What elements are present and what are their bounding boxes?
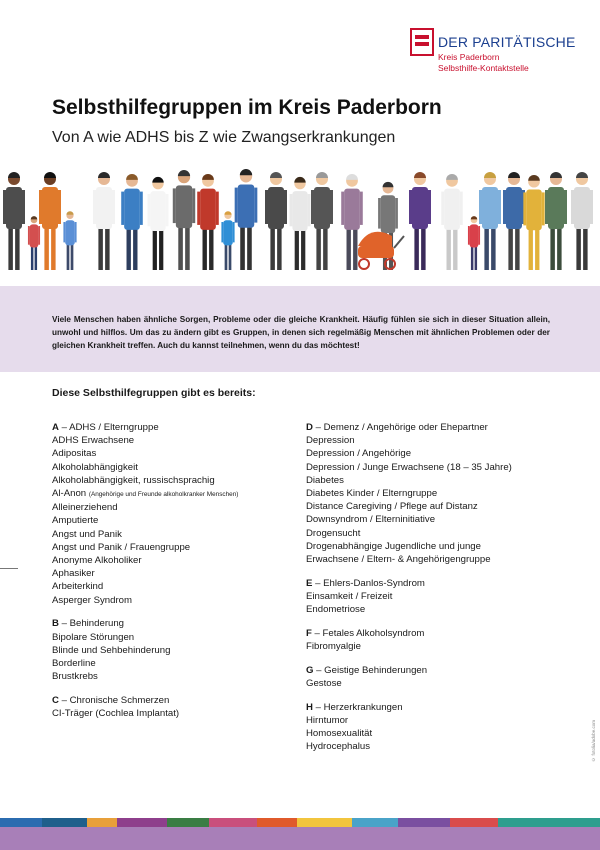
person-leg — [295, 227, 299, 270]
person-leg — [270, 225, 274, 270]
person-arm — [523, 192, 526, 225]
group-first-item: E – Ehlers-Danlos-Syndrom — [306, 577, 425, 589]
person-leg — [414, 225, 418, 270]
stripe-segment — [450, 818, 498, 827]
stripe-segment — [0, 818, 42, 827]
person-leg — [576, 225, 580, 270]
group-list-left — [52, 421, 297, 731]
group-first-item: G – Geistige Behinderungen — [306, 664, 428, 676]
page-subtitle: Von A wie ADHS bis Z wie Zwangserkrankungen — [52, 129, 396, 146]
person-torso — [292, 191, 307, 231]
person-torso — [223, 220, 233, 245]
person-torso — [96, 187, 112, 229]
person-leg — [98, 225, 102, 270]
person-leg — [447, 226, 451, 270]
person-leg — [475, 245, 477, 270]
person-leg — [225, 243, 228, 270]
person-arm — [233, 222, 235, 242]
group-first-item: A – ADHS / Elterngruppe — [52, 422, 159, 433]
person-leg — [229, 243, 232, 270]
bottom-band — [0, 827, 600, 850]
person-arm — [284, 190, 287, 224]
person-arm — [75, 222, 77, 242]
pram-wheel — [359, 259, 369, 269]
person-torso — [482, 187, 498, 229]
person-leg — [471, 245, 473, 270]
person-arm — [308, 194, 311, 226]
group-first-item: H – Herzerkrankungen — [306, 701, 403, 713]
group-list-right — [306, 421, 596, 764]
person-leg — [44, 225, 48, 270]
person-torso — [314, 187, 330, 229]
group-list-item: Drogenabhängige Jugendliche und junge — [306, 540, 481, 552]
group-list-item: Downsyndrom / Elterninitiative — [306, 514, 436, 526]
group-list-item: Gestose — [306, 677, 342, 689]
person-leg — [51, 225, 55, 270]
person-leg — [583, 225, 587, 270]
group-first-label: Demenz / Angehörige oder Ehepartner — [323, 422, 488, 433]
group-letter: F — [306, 627, 312, 639]
group-list-item: Hydrocephalus — [306, 741, 370, 753]
person-hair — [383, 182, 394, 187]
person-arm — [22, 190, 25, 224]
stripe-segment — [117, 818, 167, 827]
person-hair — [270, 172, 282, 178]
person-torso — [200, 189, 216, 230]
group-first-item: C – Chronische Schmerzen — [52, 694, 170, 706]
person-leg — [105, 225, 109, 270]
group-list-item: Diabetes — [306, 474, 344, 486]
person-hair — [178, 170, 190, 176]
person-torso — [30, 224, 39, 247]
group-first-label: ADHS / Elterngruppe — [69, 422, 159, 433]
group-first-item: F – Fetales Alkoholsyndrom — [306, 627, 425, 639]
stripe-segment — [398, 818, 450, 827]
person-arm — [39, 190, 42, 224]
person-leg — [203, 226, 207, 270]
group-list-item: Distance Caregiving / Pflege auf Distanz — [306, 501, 478, 513]
person-arm — [330, 190, 333, 224]
person-arm — [468, 226, 470, 245]
logo-mark-icon — [410, 28, 434, 56]
person-hair — [346, 174, 358, 180]
person-arm — [311, 190, 314, 224]
letter-group-a — [52, 421, 297, 607]
person-arm — [112, 190, 115, 224]
group-list-item: Fibromyalgie — [306, 641, 361, 653]
person-torso — [65, 220, 75, 245]
person-arm — [409, 190, 412, 224]
color-stripe — [0, 818, 600, 827]
alanon-note: (Angehörige und Freunde alkoholkranker Menschen) — [88, 491, 239, 499]
group-first-item: D – Demenz / Angehörige oder Ehepartner — [306, 422, 488, 433]
person-arm — [38, 226, 40, 245]
person-arm — [498, 190, 501, 224]
intro-text: Viele Menschen haben ähnliche Sorgen, Probleme oder die gleiche Krankheit. Häufig fühlen sie sich in dieser Situation allein, unwohl und hilflos. Um das zu ändern gibt es Gruppen, in denen sich regelmäßig Menschen mit ähnlichen Problemen oder der gleichen Krankheit treffen. Auch du kannst teilnehmen, wenn du das möchtest! — [52, 315, 550, 350]
stripe-segment — [498, 818, 600, 827]
person-leg — [240, 224, 245, 270]
group-letter: C — [52, 694, 59, 706]
stripe-segment — [167, 818, 209, 827]
group-list-item: Blinde und Sehbehinderung — [52, 644, 171, 656]
group-first-label: Chronische Schmerzen — [69, 694, 170, 706]
group-list-item: Amputierte — [52, 515, 99, 527]
group-list-item: Alleinerziehend — [52, 502, 118, 514]
group-list-item: Diabetes Kinder / Elterngruppe — [306, 488, 438, 500]
person-hair — [126, 174, 138, 180]
stripe-segment — [297, 818, 352, 827]
person-torso — [176, 185, 192, 228]
person-arm — [216, 192, 219, 225]
group-list-item: CI-Träger (Cochlea Implantat) — [52, 708, 180, 720]
person-hair — [8, 172, 20, 178]
group-first-label: Fetales Alkoholsyndrom — [322, 627, 425, 639]
person-arm — [166, 194, 169, 226]
group-list-item: Anonyme Alkoholiker — [52, 555, 142, 567]
group-letter: D — [306, 422, 313, 433]
person-hair — [240, 169, 252, 175]
person-arm — [441, 192, 444, 225]
person-arm — [254, 188, 257, 223]
person-arm — [28, 226, 30, 245]
person-leg — [550, 225, 554, 270]
person-arm — [140, 192, 143, 225]
group-list-item: Adipositas — [52, 448, 97, 460]
person-leg — [453, 226, 457, 270]
person-leg — [491, 225, 495, 270]
person-leg — [557, 225, 561, 270]
person-hair — [152, 177, 163, 183]
person-arm — [192, 188, 195, 223]
person-torso — [526, 189, 542, 230]
person-torso — [124, 189, 140, 230]
group-list-item: Arbeiterkind — [52, 581, 104, 593]
person-arm — [564, 190, 567, 224]
person-arm — [571, 190, 574, 224]
person-torso — [548, 187, 564, 229]
group-letter: G — [306, 664, 314, 676]
person-leg — [153, 227, 157, 270]
person-leg — [35, 245, 37, 270]
group-list-item: Bipolare Störungen — [52, 631, 135, 643]
person-torso — [574, 187, 590, 229]
letter-group-h — [306, 701, 596, 754]
pram-hood — [358, 232, 392, 248]
group-list-item: ADHS Erwachsene — [52, 435, 135, 447]
person-torso — [444, 189, 460, 230]
pram-body — [358, 246, 394, 258]
person-leg — [178, 224, 183, 270]
group-list-item: Depression / Angehörige — [306, 448, 412, 460]
person-torso — [344, 189, 360, 230]
person-arm — [235, 188, 238, 223]
person-arm — [221, 222, 223, 242]
person-leg — [353, 226, 357, 270]
person-hair — [44, 172, 56, 178]
person-arm — [290, 194, 293, 226]
person-arm — [542, 192, 545, 225]
group-list-item: Angst und Panik — [52, 528, 122, 540]
person-arm — [3, 190, 6, 224]
page-title: Selbsthilfegruppen im Kreis Paderborn — [52, 96, 442, 119]
person-arm — [478, 226, 480, 245]
logo-line1: Kreis Paderborn — [438, 52, 500, 62]
group-list-item: Depression — [306, 435, 355, 447]
person-hair — [414, 172, 426, 178]
group-list-item: Einsamkeit / Freizeit — [306, 590, 393, 602]
group-letter: B — [52, 618, 59, 630]
person-leg — [8, 225, 12, 270]
person-hair — [508, 172, 520, 178]
letter-group-c — [52, 694, 297, 720]
stripe-segment — [42, 818, 87, 827]
person-arm — [479, 190, 482, 224]
group-list-item: Homosexualität — [306, 728, 373, 740]
pram-handle — [394, 236, 404, 248]
person-torso — [381, 195, 395, 233]
person-hair — [528, 175, 540, 181]
group-list-item: Aphasiker — [52, 568, 95, 580]
person-leg — [484, 225, 488, 270]
person-leg — [185, 224, 190, 270]
person-arm — [360, 192, 363, 225]
logo-line2: Selbsthilfe-Kontaktstelle — [438, 63, 529, 73]
person-torso — [470, 224, 479, 247]
person-hair — [446, 174, 458, 180]
person-leg — [323, 225, 327, 270]
group-first-item: B – Behinderung — [52, 618, 125, 630]
person-hair — [294, 177, 305, 183]
person-hair — [66, 211, 73, 215]
crop-mark — [0, 568, 18, 569]
person-arm — [378, 198, 381, 229]
group-letter: H — [306, 701, 313, 713]
person-torso — [268, 187, 284, 229]
person-arm — [58, 190, 61, 224]
person-torso — [6, 187, 22, 229]
group-list-item: Angst und Panik / Frauengruppe — [52, 541, 191, 553]
person-leg — [31, 245, 33, 270]
group-list-item: Alkoholabhängigkeit — [52, 461, 138, 473]
person-leg — [535, 226, 539, 270]
group-list-item: Drogensucht — [306, 527, 361, 539]
person-arm — [121, 192, 124, 225]
person-arm — [173, 188, 176, 223]
person-arm — [341, 192, 344, 225]
group-list-item: Alkoholabhängigkeit, russischsprachig — [52, 474, 215, 486]
person-arm — [545, 190, 548, 224]
person-arm — [93, 190, 96, 224]
person-arm — [148, 194, 151, 226]
letter-group-d — [306, 421, 596, 566]
person-hair — [224, 211, 231, 215]
person-leg — [15, 225, 19, 270]
stripe-segment — [257, 818, 297, 827]
person-torso — [42, 187, 58, 229]
group-list-item: Depression / Junge Erwachsene (18 – 35 Jahre) — [306, 461, 512, 473]
person-hair — [471, 216, 478, 219]
person-arm — [460, 192, 463, 225]
group-list-item: Hirntumor — [306, 714, 349, 726]
person-torso — [238, 185, 254, 228]
people-illustration — [0, 158, 600, 278]
group-first-label: Behinderung — [69, 618, 125, 630]
person-leg — [508, 225, 512, 270]
person-torso — [412, 187, 428, 229]
person-leg — [347, 226, 351, 270]
letter-group-g — [306, 664, 596, 690]
person-hair — [576, 172, 588, 178]
stripe-segment — [352, 818, 398, 827]
group-letter: A — [52, 422, 59, 433]
group-list-item — [52, 487, 297, 501]
letter-group-b — [52, 617, 297, 683]
letter-group-e — [306, 577, 596, 617]
person-leg — [209, 226, 213, 270]
image-credit: © fotolia/adobe.com — [591, 720, 596, 762]
person-leg — [421, 225, 425, 270]
person-leg — [159, 227, 163, 270]
person-torso — [150, 191, 165, 231]
person-leg — [127, 226, 131, 270]
person-leg — [529, 226, 533, 270]
person-torso — [506, 187, 522, 229]
list-heading: Diese Selbsthilfegruppen gibt es bereits: — [52, 387, 256, 399]
group-list-item: Asperger Syndrom — [52, 594, 132, 606]
person-arm — [265, 190, 268, 224]
person-hair — [202, 174, 214, 180]
person-hair — [316, 172, 328, 178]
alanon-label: Al-Anon — [52, 488, 87, 500]
logo-name: DER PARITÄTISCHE — [438, 34, 576, 50]
group-list-item: Endometriose — [306, 604, 366, 616]
person-arm — [503, 190, 506, 224]
group-first-label: Geistige Behinderungen — [324, 664, 428, 676]
person-arm — [197, 192, 200, 225]
group-first-label: Herzerkrankungen — [323, 701, 403, 713]
person-leg — [247, 224, 252, 270]
group-list-item: Borderline — [52, 657, 96, 669]
person-leg — [133, 226, 137, 270]
person-leg — [301, 227, 305, 270]
group-letter: E — [306, 577, 313, 589]
person-leg — [316, 225, 320, 270]
stripe-segment — [87, 818, 117, 827]
group-list-item: Erwachsene / Eltern- & Angehörigengruppe — [306, 554, 491, 566]
person-leg — [71, 243, 74, 270]
letter-group-f — [306, 627, 596, 653]
person-arm — [590, 190, 593, 224]
group-list-item: Brustkrebs — [52, 671, 98, 683]
person-leg — [67, 243, 70, 270]
person-arm — [63, 222, 65, 242]
person-hair — [484, 172, 496, 178]
person-hair — [550, 172, 562, 178]
paritaetische-logo — [410, 28, 590, 76]
stripe-segment — [209, 818, 257, 827]
group-first-label: Ehlers-Danlos-Syndrom — [323, 577, 425, 589]
person-leg — [515, 225, 519, 270]
person-hair — [98, 172, 110, 178]
person-arm — [428, 190, 431, 224]
person-hair — [31, 216, 38, 219]
person-arm — [395, 198, 398, 229]
person-leg — [277, 225, 281, 270]
